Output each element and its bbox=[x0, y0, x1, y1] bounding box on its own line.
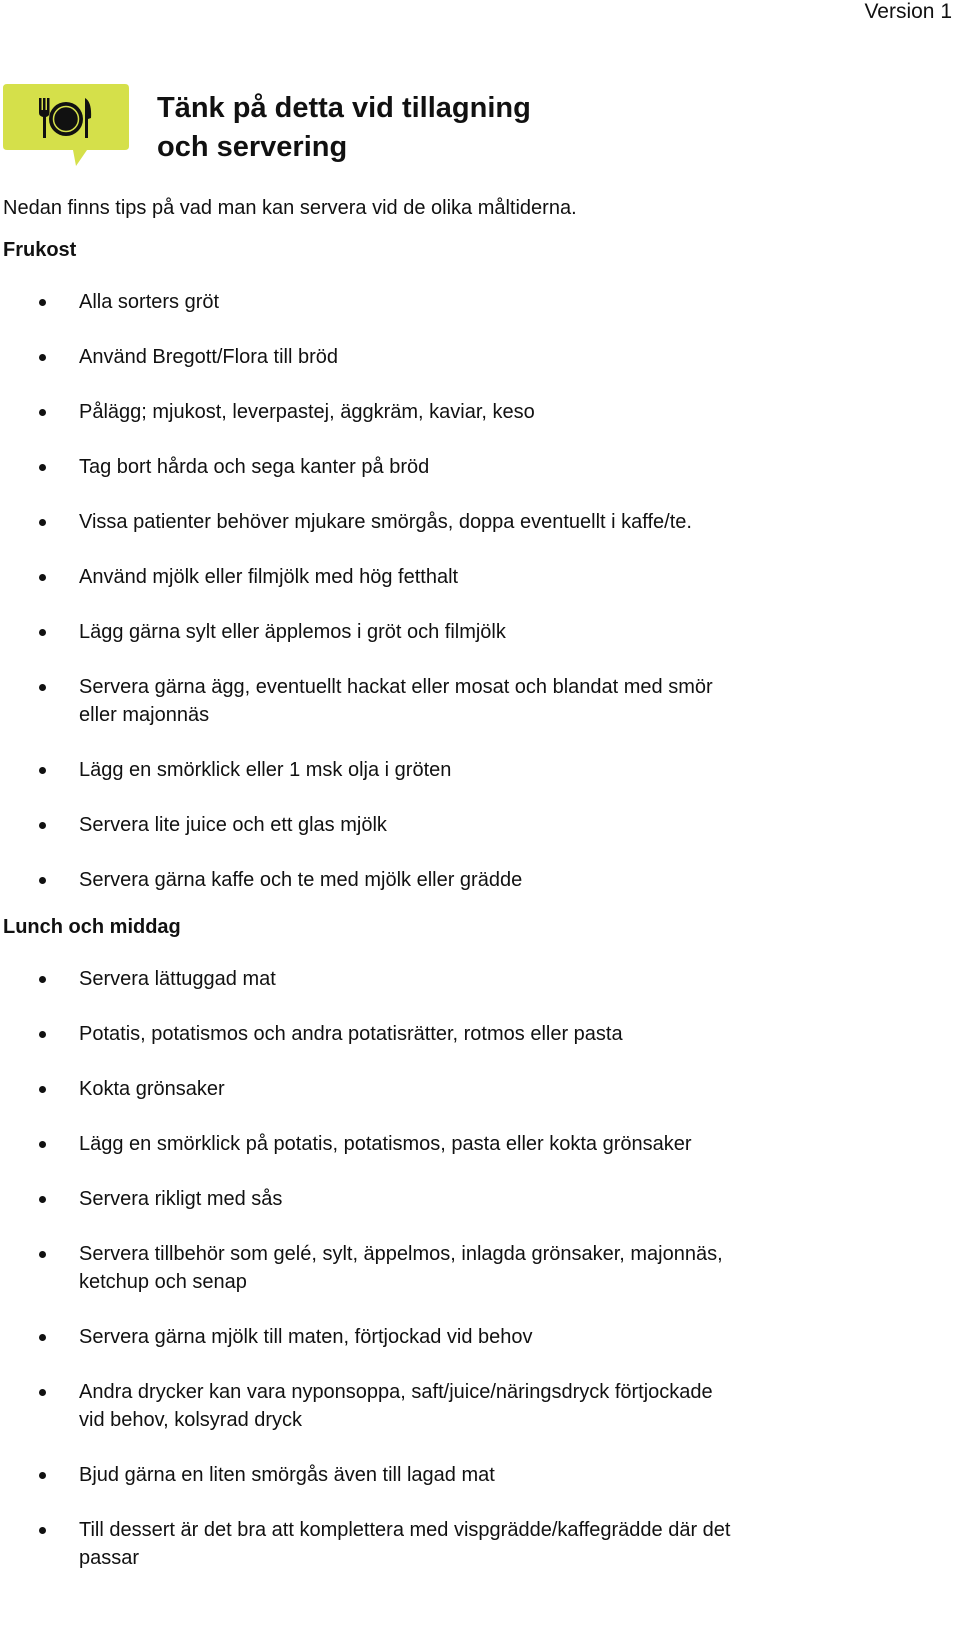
bullet-icon bbox=[39, 629, 46, 636]
list-item-text: Tag bort hårda och sega kanter på bröd bbox=[79, 456, 430, 478]
list-item-text: Lägg gärna sylt eller äpplemos i gröt och filmjölk bbox=[79, 621, 506, 643]
list-item bbox=[0, 563, 740, 591]
list-item bbox=[0, 965, 740, 993]
bullet-icon bbox=[39, 299, 46, 306]
bullet-icon bbox=[39, 574, 46, 581]
list-item-text: Servera gärna ägg, eventuellt hackat eller mosat och blandat med smör eller majonnäs bbox=[79, 676, 713, 726]
bullet-icon bbox=[39, 519, 46, 526]
bullet-icon bbox=[39, 1389, 46, 1396]
bullet-icon bbox=[39, 1031, 46, 1038]
list-item-text: Potatis, potatismos och andra potatisrätter, rotmos eller pasta bbox=[79, 1023, 623, 1045]
list-item bbox=[0, 453, 740, 481]
bullet-icon bbox=[39, 409, 46, 416]
bullet-icon bbox=[39, 1086, 46, 1093]
bullet-icon bbox=[39, 1251, 46, 1258]
intro-text: Nedan finns tips på vad man kan servera vid de olika måltiderna. bbox=[3, 197, 577, 219]
list-item-text: Pålägg; mjukost, leverpastej, äggkräm, kaviar, keso bbox=[79, 401, 535, 423]
list-item bbox=[0, 1240, 740, 1296]
page-title bbox=[157, 89, 657, 167]
bullet-icon bbox=[39, 822, 46, 829]
bullet-icon bbox=[39, 767, 46, 774]
bullet-icon bbox=[39, 464, 46, 471]
list-item-text: Servera rikligt med sås bbox=[79, 1188, 283, 1210]
list-item bbox=[0, 618, 740, 646]
page-title-line-1: Tänk på detta vid tillagning bbox=[157, 92, 531, 124]
list-item bbox=[0, 673, 740, 729]
bullet-icon bbox=[39, 1472, 46, 1479]
list-item bbox=[0, 398, 740, 426]
list-item-text: Kokta grönsaker bbox=[79, 1078, 225, 1100]
list-item-text: Använd Bregott/Flora till bröd bbox=[79, 346, 339, 368]
list-item-text: Lägg en smörklick eller 1 msk olja i gröten bbox=[79, 759, 452, 781]
list-item bbox=[0, 1020, 740, 1048]
list-item bbox=[0, 508, 740, 536]
list-item-text: Servera gärna kaffe och te med mjölk eller grädde bbox=[79, 869, 523, 891]
list-item-text: Vissa patienter behöver mjukare smörgås, doppa eventuellt i kaffe/te. bbox=[79, 511, 692, 533]
list-item bbox=[0, 1075, 740, 1103]
list-item bbox=[0, 1185, 740, 1213]
list-item bbox=[0, 756, 740, 784]
list-item-text: Alla sorters gröt bbox=[79, 291, 220, 313]
bullet-icon bbox=[39, 354, 46, 361]
bullet-icon bbox=[39, 1527, 46, 1534]
list-item-text: Servera lättuggad mat bbox=[79, 968, 276, 990]
frukost-list bbox=[0, 288, 740, 921]
list-item-text: Använd mjölk eller filmjölk med hög fetthalt bbox=[79, 566, 459, 588]
list-item-text: Bjud gärna en liten smörgås även till lagad mat bbox=[79, 1464, 495, 1486]
list-item bbox=[0, 866, 740, 894]
plate-fork-knife-icon bbox=[3, 84, 129, 170]
list-item bbox=[0, 1378, 740, 1434]
list-item-text: Servera gärna mjölk till maten, förtjockad vid behov bbox=[79, 1326, 533, 1348]
bullet-icon bbox=[39, 1141, 46, 1148]
list-item-text: Servera tillbehör som gelé, sylt, äppelmos, inlagda grönsaker, majonnäs, ketchup och senap bbox=[79, 1243, 723, 1293]
version-label: Version 1 bbox=[864, 0, 952, 23]
list-item bbox=[0, 1516, 740, 1572]
list-item-text: Servera lite juice och ett glas mjölk bbox=[79, 814, 387, 836]
section-heading-lunch-middag: Lunch och middag bbox=[3, 916, 181, 938]
list-item-text: Till dessert är det bra att komplettera med vispgrädde/kaffegrädde där det passar bbox=[79, 1519, 731, 1569]
list-item bbox=[0, 343, 740, 371]
bullet-icon bbox=[39, 976, 46, 983]
section-heading-frukost: Frukost bbox=[3, 239, 77, 261]
list-item bbox=[0, 1461, 740, 1489]
bullet-icon bbox=[39, 684, 46, 691]
lunch-middag-list bbox=[0, 965, 740, 1599]
list-item bbox=[0, 1323, 740, 1351]
list-item-text: Lägg en smörklick på potatis, potatismos, pasta eller kokta grönsaker bbox=[79, 1133, 692, 1155]
bullet-icon bbox=[39, 1196, 46, 1203]
bullet-icon bbox=[39, 877, 46, 884]
list-item bbox=[0, 811, 740, 839]
bullet-icon bbox=[39, 1334, 46, 1341]
list-item-text: Andra drycker kan vara nyponsoppa, saft/juice/näringsdryck förtjockade vid behov, kolsyrad dryck bbox=[79, 1381, 713, 1431]
list-item bbox=[0, 1130, 740, 1158]
list-item bbox=[0, 288, 740, 316]
meal-logo bbox=[3, 84, 129, 170]
page-title-line-2: och servering bbox=[157, 131, 348, 163]
